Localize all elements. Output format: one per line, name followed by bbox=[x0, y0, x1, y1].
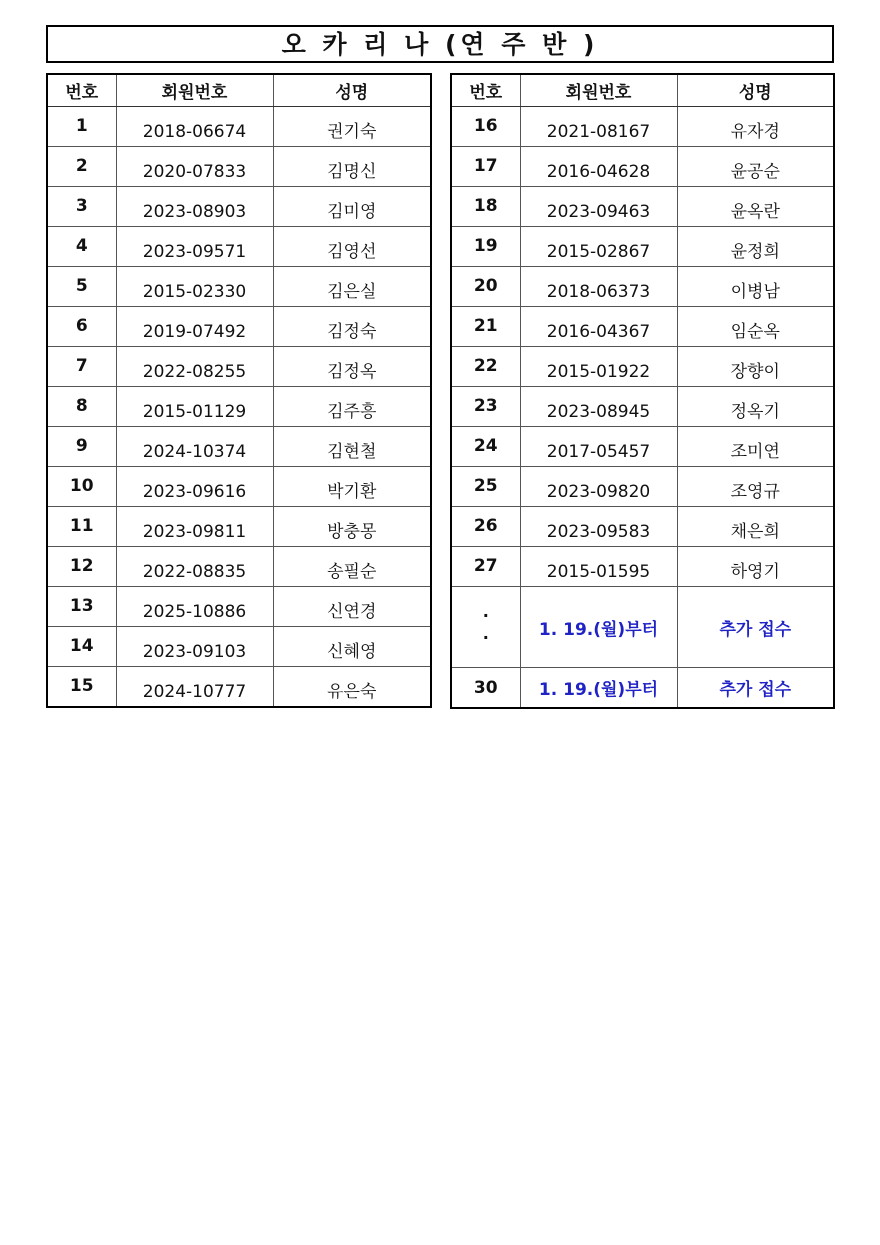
member-name: 유자경 bbox=[677, 107, 834, 147]
table-row bbox=[451, 307, 834, 347]
member-id: 2021-08167 bbox=[520, 107, 677, 147]
table-row bbox=[47, 347, 431, 387]
member-name: 김영선 bbox=[273, 227, 431, 267]
member-id: 2024-10777 bbox=[116, 667, 273, 708]
notice-date: 1. 19.(월)부터 bbox=[520, 587, 677, 668]
header-row bbox=[47, 74, 431, 107]
row-number: 15 bbox=[47, 667, 116, 708]
member-name: 김주흥 bbox=[273, 387, 431, 427]
member-id: 2016-04367 bbox=[520, 307, 677, 347]
table-row bbox=[451, 347, 834, 387]
table-row bbox=[47, 507, 431, 547]
member-id: 2023-09616 bbox=[116, 467, 273, 507]
row-number: 25 bbox=[451, 467, 520, 507]
header-member-id: 회원번호 bbox=[520, 74, 677, 107]
notice-row-additional bbox=[451, 587, 834, 668]
row-number: 26 bbox=[451, 507, 520, 547]
member-id: 2015-01129 bbox=[116, 387, 273, 427]
table-row bbox=[451, 467, 834, 507]
row-number: 12 bbox=[47, 547, 116, 587]
table-row bbox=[451, 507, 834, 547]
row-number: 4 bbox=[47, 227, 116, 267]
member-id: 2023-08945 bbox=[520, 387, 677, 427]
table-row bbox=[451, 547, 834, 587]
ellipsis-cell bbox=[451, 587, 520, 668]
row-number: 3 bbox=[47, 187, 116, 227]
member-id: 2015-01922 bbox=[520, 347, 677, 387]
member-name: 임순옥 bbox=[677, 307, 834, 347]
row-number: 27 bbox=[451, 547, 520, 587]
member-name: 권기숙 bbox=[273, 107, 431, 147]
row-number: 7 bbox=[47, 347, 116, 387]
member-name: 신혜영 bbox=[273, 627, 431, 667]
member-id: 2023-09583 bbox=[520, 507, 677, 547]
row-number: 30 bbox=[451, 668, 520, 709]
member-name: 김현철 bbox=[273, 427, 431, 467]
notice-date: 1. 19.(월)부터 bbox=[520, 668, 677, 709]
member-id: 2025-10886 bbox=[116, 587, 273, 627]
member-name: 조미연 bbox=[677, 427, 834, 467]
row-number: 8 bbox=[47, 387, 116, 427]
header-member-id: 회원번호 bbox=[116, 74, 273, 107]
member-name: 유은숙 bbox=[273, 667, 431, 708]
row-number: 20 bbox=[451, 267, 520, 307]
table-row bbox=[47, 187, 431, 227]
member-name: 윤옥란 bbox=[677, 187, 834, 227]
notice-row-last bbox=[451, 668, 834, 709]
member-name: 김명신 bbox=[273, 147, 431, 187]
member-name: 김정숙 bbox=[273, 307, 431, 347]
table-row bbox=[47, 427, 431, 467]
table-row bbox=[47, 387, 431, 427]
member-name: 정옥기 bbox=[677, 387, 834, 427]
row-number: 11 bbox=[47, 507, 116, 547]
page-title: 오 카 리 나 (연 주 반 ) bbox=[281, 29, 599, 59]
member-id: 2020-07833 bbox=[116, 147, 273, 187]
member-id: 2023-08903 bbox=[116, 187, 273, 227]
table-row bbox=[47, 547, 431, 587]
row-number: 5 bbox=[47, 267, 116, 307]
member-id: 2016-04628 bbox=[520, 147, 677, 187]
row-number: 19 bbox=[451, 227, 520, 267]
header-number: 번호 bbox=[451, 74, 520, 107]
table-row bbox=[451, 227, 834, 267]
notice-action: 추가 접수 bbox=[677, 668, 834, 709]
table-row bbox=[47, 587, 431, 627]
table-row bbox=[451, 187, 834, 227]
header-row bbox=[451, 74, 834, 107]
row-number: 6 bbox=[47, 307, 116, 347]
member-name: 이병남 bbox=[677, 267, 834, 307]
member-id: 2015-02330 bbox=[116, 267, 273, 307]
member-id: 2015-02867 bbox=[520, 227, 677, 267]
row-number: 22 bbox=[451, 347, 520, 387]
header-name: 성명 bbox=[677, 74, 834, 107]
member-name: 김은실 bbox=[273, 267, 431, 307]
member-name: 송필순 bbox=[273, 547, 431, 587]
ellipsis-dot: · bbox=[482, 606, 489, 625]
member-name: 김미영 bbox=[273, 187, 431, 227]
member-name: 장향이 bbox=[677, 347, 834, 387]
table-row bbox=[451, 147, 834, 187]
table-row bbox=[47, 467, 431, 507]
row-number: 24 bbox=[451, 427, 520, 467]
member-id: 2023-09571 bbox=[116, 227, 273, 267]
title-box bbox=[46, 25, 834, 63]
table-row bbox=[47, 627, 431, 667]
table-row bbox=[451, 107, 834, 147]
table-row bbox=[47, 227, 431, 267]
roster-table-right bbox=[450, 73, 835, 709]
row-number: 21 bbox=[451, 307, 520, 347]
row-number: 2 bbox=[47, 147, 116, 187]
member-id: 2017-05457 bbox=[520, 427, 677, 467]
notice-action: 추가 접수 bbox=[677, 587, 834, 668]
member-name: 윤공순 bbox=[677, 147, 834, 187]
header-number: 번호 bbox=[47, 74, 116, 107]
table-row bbox=[451, 267, 834, 307]
row-number: 18 bbox=[451, 187, 520, 227]
table-row bbox=[47, 147, 431, 187]
row-number: 16 bbox=[451, 107, 520, 147]
row-number: 1 bbox=[47, 107, 116, 147]
table-row bbox=[47, 107, 431, 147]
member-id: 2023-09463 bbox=[520, 187, 677, 227]
row-number: 17 bbox=[451, 147, 520, 187]
member-id: 2023-09103 bbox=[116, 627, 273, 667]
row-number: 9 bbox=[47, 427, 116, 467]
member-name: 신연경 bbox=[273, 587, 431, 627]
roster-table-left bbox=[46, 73, 432, 708]
member-id: 2022-08835 bbox=[116, 547, 273, 587]
member-name: 윤정희 bbox=[677, 227, 834, 267]
row-number: 23 bbox=[451, 387, 520, 427]
member-id: 2023-09811 bbox=[116, 507, 273, 547]
ellipsis-dot: · bbox=[482, 628, 489, 647]
member-id: 2019-07492 bbox=[116, 307, 273, 347]
table-row bbox=[451, 387, 834, 427]
table-row bbox=[47, 307, 431, 347]
member-id: 2024-10374 bbox=[116, 427, 273, 467]
header-name: 성명 bbox=[273, 74, 431, 107]
row-number: 10 bbox=[47, 467, 116, 507]
row-number: 13 bbox=[47, 587, 116, 627]
member-name: 방충몽 bbox=[273, 507, 431, 547]
member-id: 2018-06373 bbox=[520, 267, 677, 307]
member-name: 박기환 bbox=[273, 467, 431, 507]
row-number: 14 bbox=[47, 627, 116, 667]
table-row bbox=[47, 667, 431, 708]
member-id: 2023-09820 bbox=[520, 467, 677, 507]
table-row bbox=[451, 427, 834, 467]
table-row bbox=[47, 267, 431, 307]
member-id: 2022-08255 bbox=[116, 347, 273, 387]
member-name: 채은희 bbox=[677, 507, 834, 547]
member-name: 조영규 bbox=[677, 467, 834, 507]
member-name: 하영기 bbox=[677, 547, 834, 587]
member-id: 2015-01595 bbox=[520, 547, 677, 587]
member-name: 김정옥 bbox=[273, 347, 431, 387]
member-id: 2018-06674 bbox=[116, 107, 273, 147]
